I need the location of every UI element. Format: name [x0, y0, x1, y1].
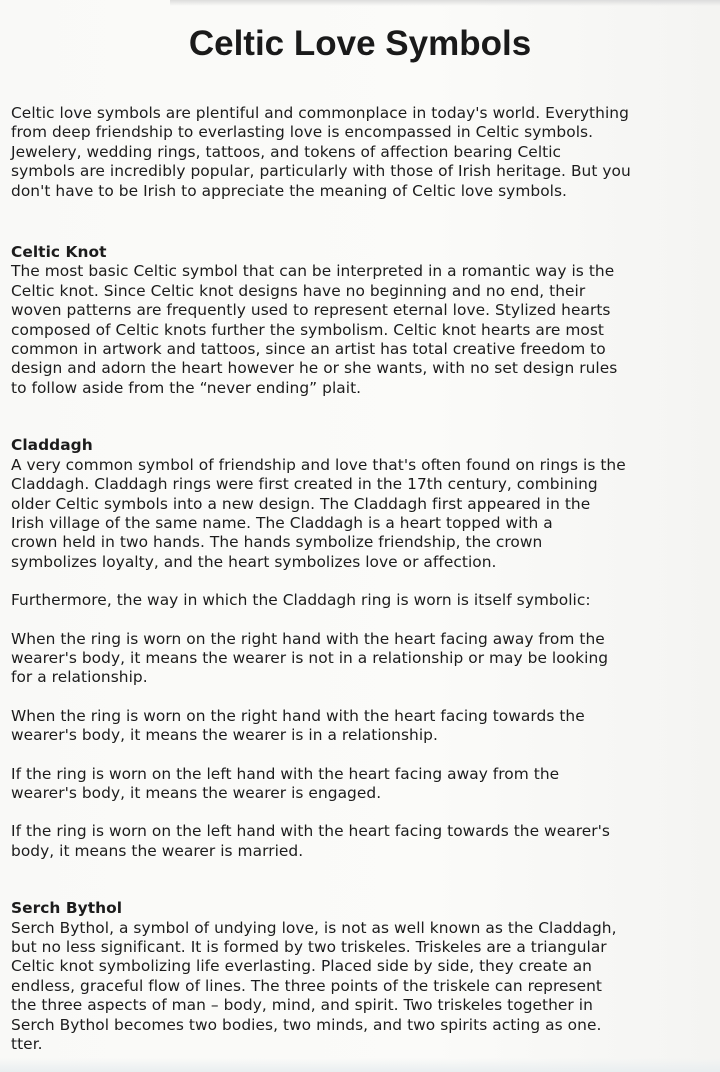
text-line: Irish village of the same name. The Claddagh is a heart topped with a	[11, 513, 553, 532]
text-line: Serch Bythol becomes two bodies, two minds, and two spirits acting as one.	[11, 1015, 602, 1034]
section-celtic-knot	[11, 243, 717, 398]
page-title: Celtic Love Symbols	[188, 24, 532, 63]
text-line: wearer's body, it means the wearer is not in a relationship or may be looking	[11, 648, 609, 667]
text-line: If the ring is worn on the left hand with the heart facing towards the wearer's	[11, 822, 610, 841]
text-line: Celtic love symbols are plentiful and commonplace in today's world. Everything	[11, 104, 629, 122]
text-line: Celtic knot symbolizing life everlasting. Placed side by side, they create an	[11, 957, 592, 976]
spacer	[11, 688, 717, 707]
text-line: tter.	[11, 1035, 43, 1054]
text-line: woven patterns are frequently used to represent eternal love. Stylized hearts	[11, 301, 611, 320]
text-line: A very common symbol of friendship and love that's often found on rings is the	[11, 455, 626, 474]
spacer	[11, 201, 717, 243]
text-line: symbols are incredibly popular, particularly with those of Irish heritage. But you	[11, 162, 631, 181]
scan-shadow-bottom	[0, 1058, 720, 1072]
text-line: wearer's body, it means the wearer is engaged.	[11, 783, 382, 802]
spacer	[11, 572, 717, 591]
text-line: The most basic Celtic symbol that can be interpreted in a romantic way is the	[11, 262, 615, 281]
text-line: When the ring is worn on the right hand with the heart facing towards the	[11, 706, 585, 725]
text-line: crown held in two hands. The hands symbolize friendship, the crown	[11, 533, 543, 552]
text-line: wearer's body, it means the wearer is in a relationship.	[11, 726, 438, 745]
text-line: When the ring is worn on the right hand with the heart facing away from the	[11, 629, 605, 648]
text-line: to follow aside from the “never ending” plait.	[11, 378, 362, 397]
text-line: Jewelery, wedding rings, tattoos, and tokens of affection bearing Celtic	[11, 142, 562, 161]
text-line: from deep friendship to everlasting love is encompassed in Celtic symbols.	[11, 123, 594, 142]
text-line: older Celtic symbols into a new design. The Claddagh first appeared in the	[11, 494, 591, 513]
section-heading-celtic-knot: Celtic Knot	[11, 243, 107, 262]
text-line: Celtic knot. Since Celtic knot designs have no beginning and no end, their	[11, 281, 586, 300]
text-line: but no less significant. It is formed by two triskeles. Triskeles are a triangular	[11, 938, 607, 956]
spacer	[11, 861, 717, 899]
spacer	[11, 746, 717, 765]
text-line: don't have to be Irish to appreciate the meaning of Celtic love symbols.	[11, 181, 567, 200]
spacer	[11, 803, 717, 822]
document-body	[11, 104, 717, 1054]
text-line: the three aspects of man – body, mind, and spirit. Two triskeles together in	[11, 996, 593, 1015]
text-line: Furthermore, the way in which the Claddagh ring is worn is itself symbolic:	[11, 591, 591, 610]
text-line: If the ring is worn on the left hand with the heart facing away from the	[11, 764, 560, 783]
section-claddagh	[11, 436, 717, 861]
text-line: body, it means the wearer is married.	[11, 841, 304, 860]
intro-paragraph	[11, 104, 717, 201]
spacer	[11, 398, 717, 436]
scan-shadow-top	[170, 0, 720, 6]
text-line: composed of Celtic knots further the symbolism. Celtic knot hearts are most	[11, 320, 604, 339]
section-heading-claddagh: Claddagh	[11, 436, 93, 455]
text-line: Serch Bythol, a symbol of undying love, is not as well known as the Claddagh,	[11, 918, 617, 937]
text-line: design and adorn the heart however he or she wants, with no set design rules	[11, 359, 618, 378]
text-line: endless, graceful flow of lines. The three points of the triskele can represent	[11, 976, 602, 995]
section-heading-serch-bythol: Serch Bythol	[11, 899, 123, 918]
text-line: for a relationship.	[11, 668, 148, 687]
text-line: Claddagh. Claddagh rings were first created in the 17th century, combining	[11, 475, 598, 494]
section-serch-bythol	[11, 899, 717, 1054]
text-line: symbolizes loyalty, and the heart symbolizes love or affection.	[11, 552, 497, 571]
text-line: common in artwork and tattoos, since an artist has total creative freedom to	[11, 340, 606, 359]
spacer	[11, 611, 717, 630]
